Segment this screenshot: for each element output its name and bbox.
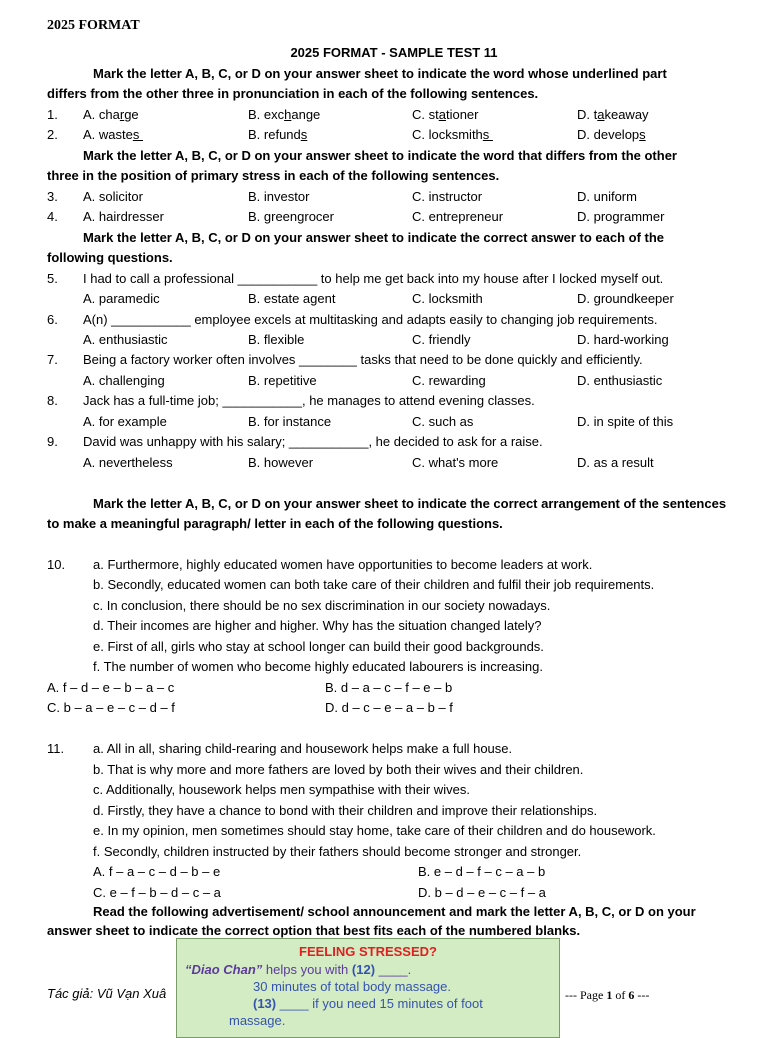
sentence-e: e. In my opinion, men sometimes should stay home, take care of their children and do housework. xyxy=(93,823,656,838)
instruction-advert-2: answer sheet to indicate the correct option that best fits each of the numbered blanks. xyxy=(47,923,581,938)
option-d[interactable]: D. uniform xyxy=(577,189,637,204)
advert-line-3 xyxy=(253,996,483,1011)
advert-line-3-text: ____ if you need 15 minutes of foot xyxy=(276,996,483,1011)
blank-13[interactable]: (13) xyxy=(253,996,277,1011)
option-c[interactable]: C. e – f – b – d – c – a xyxy=(93,885,221,900)
option-c[interactable]: C. locksmiths xyxy=(412,127,493,142)
question-text: David was unhappy with his salary; ___________, he decided to ask for a raise. xyxy=(83,434,543,449)
option-d[interactable]: D. b – d – e – c – f – a xyxy=(418,885,546,900)
instruction-pronunciation-1: Mark the letter A, B, C, or D on your answer sheet to indicate the word whose underlined part xyxy=(93,66,667,81)
question-number: 10. xyxy=(47,557,66,572)
option-a[interactable]: A. for example xyxy=(83,414,167,429)
option-b[interactable]: B. e – d – f – c – a – b xyxy=(418,864,546,879)
sentence-f: f. The number of women who become highly educated labourers is increasing. xyxy=(93,659,543,674)
option-a[interactable]: A. f – a – c – d – b – e xyxy=(93,864,221,879)
option-c[interactable]: C. friendly xyxy=(412,332,471,347)
page-suffix: --- xyxy=(634,988,650,1002)
page-of: of xyxy=(612,988,629,1002)
page-total: 6 xyxy=(628,988,635,1002)
instruction-arrangement-1: Mark the letter A, B, C, or D on your answer sheet to indicate the correct arrangement of the sentences xyxy=(93,496,727,511)
option-b[interactable]: B. investor xyxy=(248,189,310,204)
question-text: A(n) ___________ employee excels at multitasking and adapts easily to changing job requirements. xyxy=(83,312,658,327)
blank-12[interactable]: (12) xyxy=(351,962,376,977)
option-d[interactable]: D. d – c – e – a – b – f xyxy=(325,700,453,715)
advert-line-2: 30 minutes of total body massage. xyxy=(253,979,452,994)
sentence-d: d. Their incomes are higher and higher. Why has the situation changed lately? xyxy=(93,618,542,633)
option-c[interactable]: C. entrepreneur xyxy=(412,209,504,224)
option-a[interactable]: A. charge xyxy=(83,107,139,122)
option-a[interactable]: A. wastes xyxy=(83,127,143,142)
option-a[interactable]: A. challenging xyxy=(83,373,165,388)
option-c[interactable]: C. rewarding xyxy=(412,373,486,388)
option-d[interactable]: D. in spite of this xyxy=(577,414,674,429)
header-format: 2025 FORMAT xyxy=(47,18,140,33)
option-c[interactable]: C. what's more xyxy=(412,455,499,470)
question-text: Being a factory worker often involves ________ tasks that need to be done quickly and efficiently. xyxy=(83,352,643,367)
sentence-c: c. In conclusion, there should be no sex discrimination in our society nowadays. xyxy=(93,598,551,613)
option-d[interactable]: D. enthusiastic xyxy=(577,373,663,388)
option-d[interactable]: D. develops xyxy=(577,127,646,142)
question-number: 5. xyxy=(47,271,58,286)
question-number: 4. xyxy=(47,209,58,224)
question-text: Jack has a full-time job; ___________, he manages to attend evening classes. xyxy=(83,393,535,408)
option-d[interactable]: D. hard-working xyxy=(577,332,669,347)
option-a[interactable]: A. paramedic xyxy=(83,291,160,306)
instruction-stress-2: three in the position of primary stress in each of the following sentences. xyxy=(47,168,500,183)
advert-brand: “Diao Chan” xyxy=(185,962,263,977)
option-d[interactable]: D. takeaway xyxy=(577,107,649,122)
option-c[interactable]: C. stationer xyxy=(412,107,479,122)
advert-line-1 xyxy=(185,962,411,977)
blank-12-line: ____. xyxy=(375,962,412,977)
question-number: 8. xyxy=(47,393,58,408)
question-number: 6. xyxy=(47,312,58,327)
question-number: 11. xyxy=(47,741,65,756)
option-c[interactable]: C. b – a – e – c – d – f xyxy=(47,700,175,715)
sentence-e: e. First of all, girls who stay at school longer can build their good backgrounds. xyxy=(93,639,544,654)
advert-heading: FEELING STRESSED? xyxy=(299,944,437,959)
option-b[interactable]: B. d – a – c – f – e – b xyxy=(325,680,453,695)
option-b[interactable]: B. flexible xyxy=(248,332,305,347)
option-c[interactable]: C. locksmith xyxy=(412,291,483,306)
option-a[interactable]: A. enthusiastic xyxy=(83,332,168,347)
option-a[interactable]: A. nevertheless xyxy=(83,455,173,470)
option-c[interactable]: C. such as xyxy=(412,414,474,429)
advert-line-1-text: helps you with xyxy=(262,962,352,977)
sentence-b: b. Secondly, educated women can both take care of their children and fulfil their job requirements. xyxy=(93,577,655,592)
instruction-stress-1: Mark the letter A, B, C, or D on your answer sheet to indicate the word that differs from the other xyxy=(83,148,677,163)
option-d[interactable]: D. groundkeeper xyxy=(577,291,674,306)
option-a[interactable]: A. f – d – e – b – a – c xyxy=(47,680,175,695)
option-b[interactable]: B. estate agent xyxy=(248,291,336,306)
instruction-arrangement-2: to make a meaningful paragraph/ letter in each of the following questions. xyxy=(47,516,503,531)
page-prefix: --- Page xyxy=(565,988,607,1002)
sentence-b: b. That is why more and more fathers are loved by both their wives and their children. xyxy=(93,762,584,777)
option-b[interactable]: B. exchange xyxy=(248,107,321,122)
option-b[interactable]: B. however xyxy=(248,455,314,470)
instruction-correct-2: following questions. xyxy=(47,250,173,265)
sentence-a: a. All in all, sharing child-rearing and housework helps make a full house. xyxy=(93,741,513,756)
page-number: 1 xyxy=(606,988,613,1002)
option-b[interactable]: B. refunds xyxy=(248,127,308,142)
instruction-advert-1: Read the following advertisement/ school announcement and mark the letter A, B, C, or D on your xyxy=(93,904,696,919)
question-number: 3. xyxy=(47,189,58,204)
option-c[interactable]: C. instructor xyxy=(412,189,483,204)
question-number: 2. xyxy=(47,127,58,142)
option-a[interactable]: A. solicitor xyxy=(83,189,143,204)
instruction-correct-1: Mark the letter A, B, C, or D on your answer sheet to indicate the correct answer to each of the xyxy=(83,230,665,245)
question-number: 9. xyxy=(47,434,58,449)
question-number: 7. xyxy=(47,352,58,367)
page-title: 2025 FORMAT - SAMPLE TEST 11 xyxy=(290,45,498,60)
option-b[interactable]: B. for instance xyxy=(248,414,332,429)
option-d[interactable]: D. as a result xyxy=(577,455,654,470)
advert-line-4: massage. xyxy=(229,1013,286,1028)
sentence-a: a. Furthermore, highly educated women have opportunities to become leaders at work. xyxy=(93,557,593,572)
advertisement-box xyxy=(176,938,560,1038)
sentence-d: d. Firstly, they have a chance to bond with their children and improve their relationships. xyxy=(93,803,598,818)
question-number: 1. xyxy=(47,107,58,122)
instruction-pronunciation-2: differs from the other three in pronunciation in each of the following sentences. xyxy=(47,86,539,101)
footer-author: Tác giả: Vũ Vạn Xuâ xyxy=(47,986,167,1001)
footer-page-indicator xyxy=(565,988,649,1003)
option-a[interactable]: A. hairdresser xyxy=(83,209,164,224)
option-b[interactable]: B. repetitive xyxy=(248,373,317,388)
question-text: I had to call a professional ___________ to help me get back into my house after I locked myself out. xyxy=(83,271,664,286)
option-b[interactable]: B. greengrocer xyxy=(248,209,334,224)
option-d[interactable]: D. programmer xyxy=(577,209,665,224)
sentence-f: f. Secondly, children instructed by their fathers should become stronger and stronger. xyxy=(93,844,582,859)
sentence-c: c. Additionally, housework helps men sympathise with their wives. xyxy=(93,782,470,797)
